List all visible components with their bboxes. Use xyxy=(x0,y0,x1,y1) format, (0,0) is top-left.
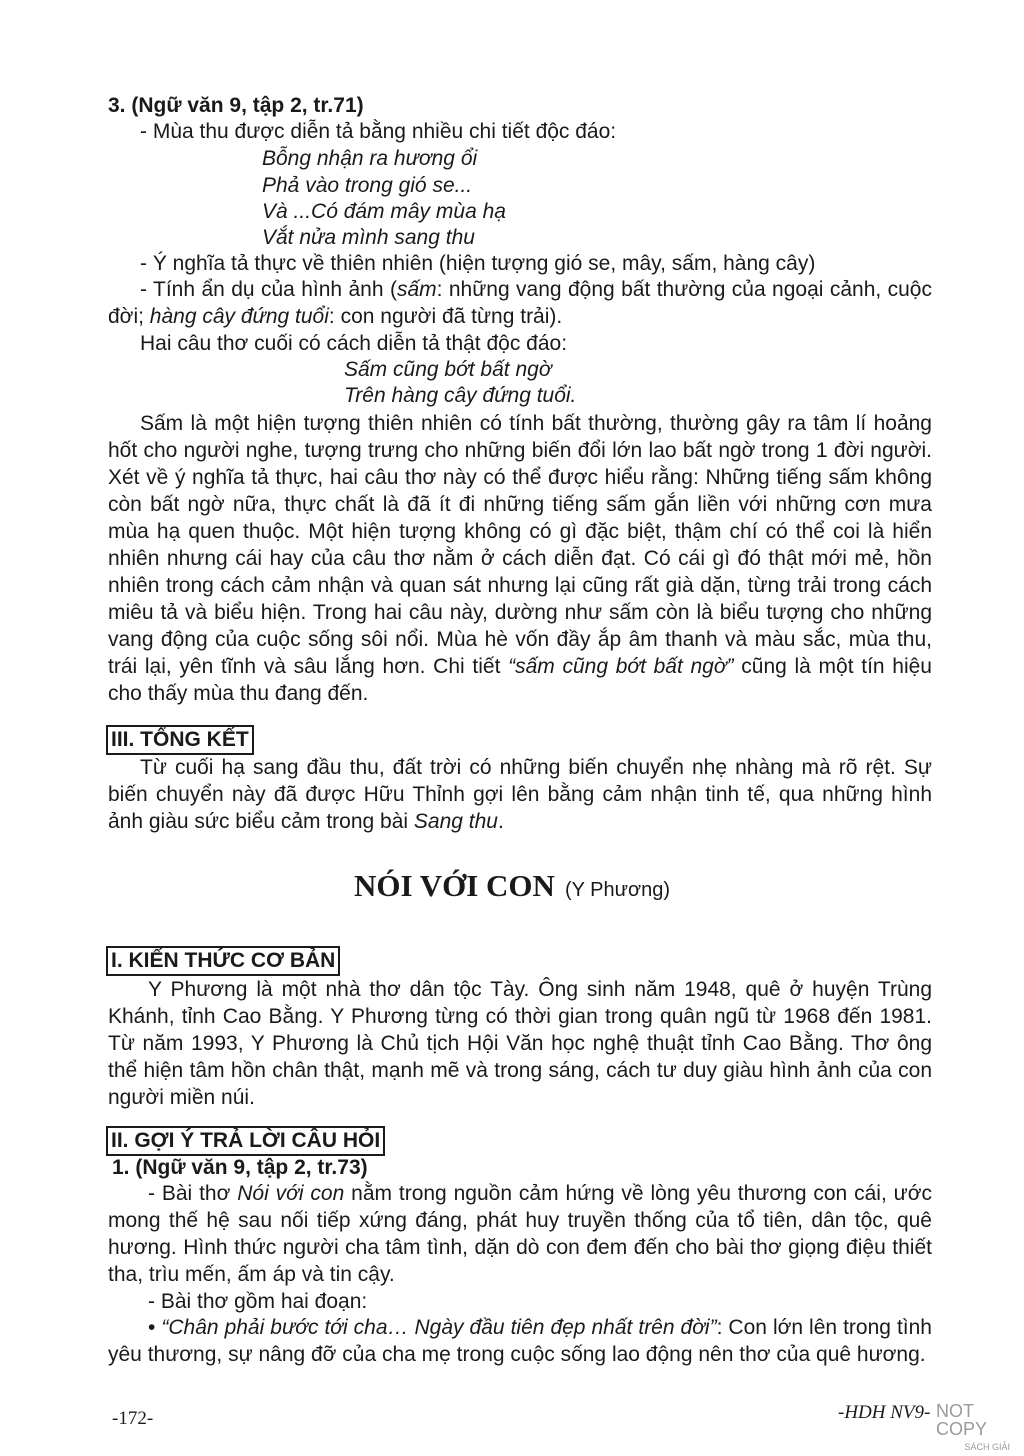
question-1-heading: 1. (Ngữ văn 9, tập 2, tr.73) xyxy=(112,1156,368,1179)
section-3-intro: - Mùa thu được diễn tả bằng nhiều chi tiết độc đáo: xyxy=(140,120,617,143)
text-run-italic: Sang thu xyxy=(413,810,498,833)
text-run-italic: “sấm cũng bớt bất ngờ” xyxy=(508,655,734,678)
knowledge-text: Y Phương là một nhà thơ dân tộc Tày. Ông sinh năm 1948, quê ở huyện Trùng Khánh, tỉnh Cao Bằng. Y Phương từng có thời gian trong quân ngũ từ 1968 đến 1981. Từ năm 1993, Y Phương là Chủ tịch Hội Văn học nghệ thuật tỉnh Cao Bằng. Thơ ông thể hiện tâm hồn chân thật, mạnh mẽ và trong sáng, cách tư duy giàu hình ảnh của con người miền núi. xyxy=(108,978,932,1109)
text-run-italic: Nói với con xyxy=(237,1182,345,1205)
text-run: : Con lớn lên trong tình yêu thương, sự nâng đỡ của cha mẹ trong cuộc sống lao động nên thơ của quê hương. xyxy=(108,1316,932,1366)
summary-heading: III. TỔNG KẾT xyxy=(106,725,254,755)
verse-line: Sấm cũng bớt bất ngờ xyxy=(344,358,552,381)
summary-paragraph xyxy=(108,754,932,835)
questions-heading: II. GỢI Ý TRẢ LỜI CÂU HỎI xyxy=(106,1126,385,1156)
text-run-italic: “Chân phải bước tới cha… Ngày đầu tiên đẹp nhất trên đời” xyxy=(161,1316,717,1339)
bullet-dot: • xyxy=(148,1316,156,1339)
poem-author: (Y Phương) xyxy=(564,879,671,901)
bullet-metaphor xyxy=(108,276,932,330)
section-3-heading: 3. (Ngữ văn 9, tập 2, tr.71) xyxy=(108,94,364,117)
knowledge-paragraph xyxy=(108,976,932,1111)
text-run: - Tính ẩn dụ của hình ảnh ( xyxy=(140,278,397,301)
knowledge-heading-box xyxy=(106,946,340,976)
thunder-paragraph xyxy=(108,410,932,707)
watermark-bottom: SÁCH GIẢI xyxy=(964,1442,1010,1452)
poem-title xyxy=(0,868,1024,904)
text-run: : con người đã từng trải). xyxy=(328,305,563,328)
text-run-italic: hàng cây đứng tuổi xyxy=(149,305,329,328)
verse-line: Và ...Có đám mây mùa hạ xyxy=(262,200,506,223)
verse-line: Phả vào trong gió se... xyxy=(262,174,473,197)
text-run-italic: sấm xyxy=(396,278,437,301)
text-run: . xyxy=(497,810,504,833)
part-1-paragraph xyxy=(108,1314,932,1368)
knowledge-heading: I. KIẾN THỨC CƠ BẢN xyxy=(106,946,340,976)
text-run: : những vang động bất thường của ngoại cảnh, cuộc đời; xyxy=(108,278,932,328)
watermark-logo xyxy=(936,1401,1010,1452)
text-run: Từ cuối hạ sang đầu thu, đất trời có những biến chuyển nhẹ nhàng mà rõ rệt. Sự biến chuyển này đã được Hữu Thỉnh gợi lên bằng cảm nhận tinh tế, qua những hình ảnh giàu sức biểu cảm trong bài xyxy=(108,756,932,833)
text-run: - Bài thơ xyxy=(148,1182,238,1205)
watermark-top: NOT COPY xyxy=(936,1401,988,1439)
two-parts-line: - Bài thơ gồm hai đoạn: xyxy=(148,1290,368,1313)
questions-heading-box xyxy=(106,1126,385,1156)
question-1-paragraph xyxy=(108,1180,932,1288)
summary-heading-box xyxy=(106,725,254,755)
text-run: nằm trong nguồn cảm hứng về lòng yêu thương con cái, ước mong thế hệ sau nối tiếp xứng đáng, phát huy truyền thống của tổ tiên, dân tộc, quê hương. Hình thức người cha tâm tình, dặn dò con đem đến cho bài thơ giọng điệu thiết tha, trìu mến, ấm áp và tin cậy. xyxy=(108,1182,932,1286)
verse-line: Vắt nửa mình sang thu xyxy=(262,226,475,249)
verse-line: Bỗng nhận ra hương ổi xyxy=(262,147,478,170)
book-code: -HDH NV9- xyxy=(838,1402,931,1423)
poem-title-main: NÓI VỚI CON xyxy=(353,868,555,903)
two-lines-intro: Hai câu thơ cuối có cách diễn tả thật độc đáo: xyxy=(140,332,568,355)
page-number: -172- xyxy=(112,1408,154,1429)
bullet-literal-meaning: - Ý nghĩa tả thực về thiên nhiên (hiện tượng gió se, mây, sấm, hàng cây) xyxy=(140,252,816,275)
text-run: Sấm là một hiện tượng thiên nhiên có tính bất thường, thường gây ra tâm lí hoảng hốt cho người nghe, tượng trưng cho những biến đổi lớn lao bất ngờ trong 1 đời người. Xét về ý nghĩa tả thực, hai câu thơ này có thể được hiểu rằng: Những tiếng sấm không còn bất ngờ nữa, thực chất là đã ít đi những tiếng sấm gắn liền với những cơn mưa mùa hạ quen thuộc. Một hiện tượng không có gì đặc biệt, thậm chí có thể coi là hiển nhiên nhưng cái hay của câu thơ nằm ở cách diễn đạt. Có cái gì đó thật mới mẻ, hồn nhiên trong cách cảm nhận và quan sát nhưng lại cũng rất già dặn, từng trải trong cách miêu tả và biểu hiện. Trong hai câu này, dường như sấm còn là biểu tượng cho những vang động của cuộc sống sôi nổi. Mùa hè vốn đầy ắp âm thanh và màu sắc, mùa thu, trái lại, yên tĩnh và sâu lắng hơn. Chi tiết xyxy=(108,412,932,678)
verse-line: Trên hàng cây đứng tuổi. xyxy=(344,384,577,407)
text-run: cũng là một tín hiệu cho thấy mùa thu đang đến. xyxy=(108,655,932,705)
